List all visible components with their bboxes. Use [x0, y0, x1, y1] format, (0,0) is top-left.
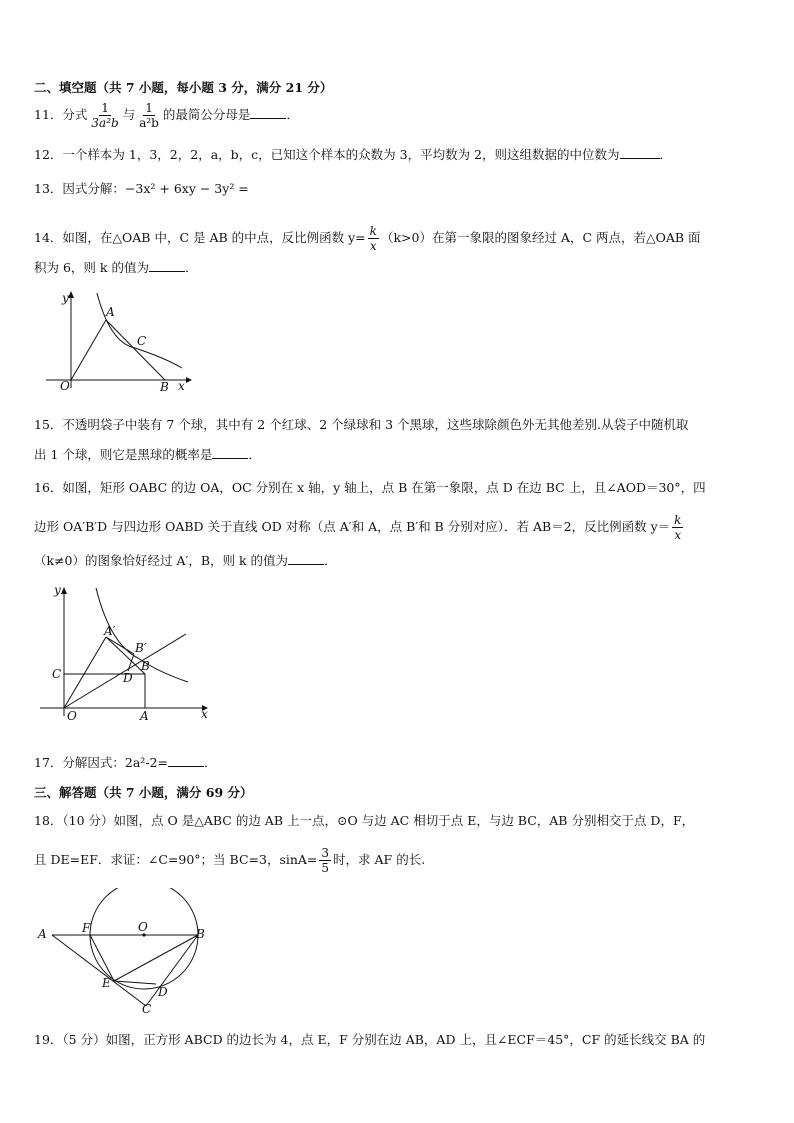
q14-line2-text: 积为 6，则 k 的值为 [34, 260, 149, 275]
label-o: O [67, 709, 77, 723]
label-d: D [158, 985, 168, 999]
label-x: x [178, 379, 185, 393]
section-heading-solutions: 三、解答题（共 7 小题，满分 69 分） [34, 785, 253, 800]
q18-figure [34, 888, 214, 1016]
question-11 [34, 101, 299, 130]
question-17 [34, 754, 217, 772]
q11-frac1-numerator: 1 [101, 101, 109, 115]
question-16-line-2 [34, 513, 685, 542]
label-a: A [140, 709, 149, 723]
question-12 [34, 146, 672, 164]
q16-text-a: 边形 OA′B′D 与四边形 OABD 关于直线 OD 对称（点 A′和 A，点 B′和 B 分别对应）．若 AB＝2，反比例函数 y＝ [34, 519, 671, 534]
q14-figure [40, 288, 200, 396]
label-a: A [106, 305, 115, 319]
label-o: O [60, 379, 70, 393]
y-axis-arrow-icon [61, 587, 67, 594]
q11-fraction-2 [137, 101, 161, 130]
segment-ac [52, 935, 146, 1006]
segment-bc [146, 935, 198, 1006]
q18-text-a: 且 DE=EF．求证：∠C=90°；当 BC=3，sinA= [34, 852, 318, 867]
label-b: B [160, 380, 169, 394]
question-14-line-2 [34, 259, 197, 277]
q11-frac1-denominator: 3a²b [91, 116, 119, 130]
question-19: 19．（5 分）如图，正方形 ABCD 的边长为 4，点 E，F 分别在边 AB，AD 上，且∠ECF＝45°，CF 的延长线交 BA 的 [34, 1032, 706, 1047]
q11-mid: 与 [122, 107, 136, 122]
label-c: C [142, 1002, 152, 1016]
q17-text: 17．分解因式：2a²-2= [34, 755, 168, 770]
q18-frac-denominator: 5 [321, 861, 330, 875]
question-16-line-1: 16．如图，矩形 OABC 的边 OA，OC 分别在 x 轴，y 轴上，点 B 在第一象限，点 D 在边 BC 上，且∠AOD＝30°，四 [34, 480, 706, 495]
q18-frac-numerator: 3 [321, 846, 330, 860]
label-o: O [138, 920, 148, 934]
label-d: D [123, 671, 133, 685]
question-15-line-1: 15．不透明袋子中装有 7 个球，其中有 2 个红球、2 个绿球和 3 个黑球，这些球除颜色外无其他差别.从袋子中随机取 [34, 417, 689, 432]
q11-fraction-1 [89, 101, 120, 130]
q11-frac2-numerator: 1 [145, 101, 153, 115]
q16-end: ． [324, 553, 337, 568]
question-18-line-2 [34, 846, 425, 875]
label-y: y [62, 291, 69, 305]
q16-frac-denominator: x [674, 528, 682, 542]
segment-oa [71, 320, 106, 380]
circle-o [90, 888, 198, 989]
q16-figure [38, 582, 218, 724]
label-a-prime: A′ [104, 624, 116, 638]
answer-blank [168, 754, 204, 767]
label-e: E [102, 976, 111, 990]
question-14-line-1 [34, 224, 701, 253]
q18-text-b: 时，求 AF 的长. [333, 852, 426, 867]
answer-blank [250, 106, 286, 119]
segment-a-prime-b-prime [106, 637, 134, 654]
q14-end: ． [184, 260, 198, 275]
label-f: F [82, 921, 91, 935]
label-x: x [201, 707, 208, 721]
q12-text: 12．一个样本为 1，3，2，2，a，b，c，已知这个样本的众数为 3，平均数为 2，则这组数据的中位数为 [34, 147, 620, 162]
q17-end: ． [203, 755, 217, 770]
answer-blank [288, 552, 324, 565]
answer-blank [212, 446, 248, 459]
label-b: B [196, 927, 205, 941]
question-15-line-2 [34, 446, 261, 464]
label-c: C [52, 667, 62, 681]
segment-ab [106, 320, 165, 380]
question-18-line-1: 18．（10 分）如图，点 O 是△ABC 的边 AB 上一点，⊙O 与边 AC 相切于点 E，与边 BC，AB 分别相交于点 D，F， [34, 813, 695, 828]
label-a: A [38, 927, 47, 941]
q15-line2-text: 出 1 个球，则它是黑球的概率是 [34, 447, 213, 462]
question-16-line-3 [34, 552, 337, 570]
label-y: y [54, 583, 61, 597]
x-axis-arrow-icon [186, 377, 192, 383]
q11-end: ． [286, 107, 299, 122]
q14-text-a: 14．如图，在△OAB 中，C 是 AB 的中点，反比例函数 y= [34, 230, 366, 245]
q16-line3-text: （k≠0）的图象恰好经过 A′，B，则 k 的值为 [34, 553, 289, 568]
q18-fraction [319, 846, 331, 875]
label-c: C [137, 334, 147, 348]
segment-eb [114, 935, 198, 981]
section-heading-fill-in: 二、填空题（共 7 小题，每小题 3 分，满分 21 分） [34, 80, 333, 95]
segment-fe [90, 935, 114, 981]
question-13: 13．因式分解：−3x² + 6xy − 3y² = [34, 181, 249, 196]
q16-frac-numerator: k [674, 513, 682, 527]
label-b: B [141, 659, 150, 673]
segment-oa-prime [64, 637, 106, 708]
q14-frac-denominator: x [369, 239, 377, 253]
q11-prefix: 11．分式 [34, 107, 88, 122]
q14-frac-numerator: k [369, 224, 377, 238]
q12-end: ． [659, 147, 673, 162]
q15-end: ． [248, 447, 261, 462]
q11-suffix: 的最简公分母是 [162, 107, 251, 122]
answer-blank [620, 146, 660, 159]
q16-fraction [672, 513, 683, 542]
label-b-prime: B′ [135, 641, 147, 655]
q11-frac2-denominator: a²b [139, 116, 159, 130]
y-axis-arrow-icon [68, 291, 74, 298]
q14-text-b: （k>0）在第一象限的图象经过 A，C 两点，若△OAB 面 [380, 230, 701, 245]
q14-fraction [368, 224, 379, 253]
answer-blank [149, 259, 185, 272]
